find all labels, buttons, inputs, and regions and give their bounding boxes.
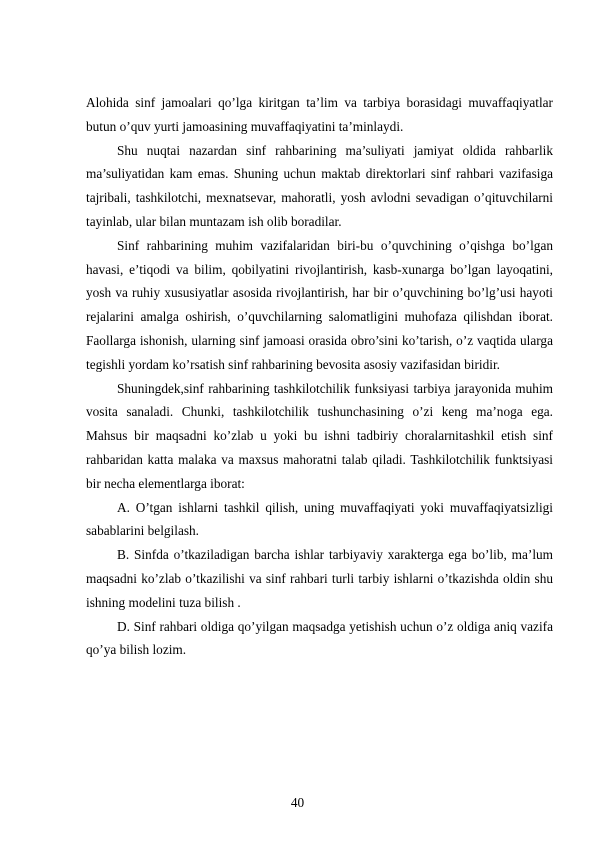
- paragraph-continuation: Alohida sinf jamoalari qo’lga kiritgan ta’lim va tarbiya borasidagi muvaffaqiyatlar butun o’quv yurti jamoasining muvaffaqiyatini ta’minlaydi.: [86, 95, 553, 134]
- paragraph-responsibility: Shu nuqtai nazardan sinf rahbarining ma’suliyati jamiyat oldida rahbarlik ma’suliyatidan kam emas. Shuning uchun maktab direktorlari sinf rahbari vazifasiga tajribali, tashkilotchi, mexnatsevar, mahoratli, yosh avlodni sevadigan o’qituvchilarni tayinlab, ular bilan muntazam ish olib boradilar.: [86, 142, 553, 229]
- list-item-d: D. Sinf rahbari oldiga qo’yilgan maqsadga yetishish uchun o’z oldiga aniq vazifa qo’ya bilish lozim.: [86, 618, 553, 658]
- paragraph-organizing-function: Shuningdek,sinf rahbarining tashkilotchilik funksiyasi tarbiya jarayonida muhim vosita sanaladi. Chunki, tashkilotchilik tushunchasining o’zi keng ma’noga ega. Mahsus bir maqsadni ko’zlab u yoki bu ishni tadbiriy choralarnitashkil etish sinf rahbaridan katta malaka va maxsus mahoratni talab qiladi. Tashkilotchilik funktsiyasi bir necha elementlarga iborat:: [86, 380, 553, 491]
- list-item-a: A. O’tgan ishlarni tashkil qilish, uning muvaffaqiyati yoki muvaffaqiyatsizligi sabablarini belgilash.: [86, 499, 553, 539]
- paragraph-main-tasks: Sinf rahbarining muhim vazifalaridan biri-bu o’quvchining o’qishga bo’lgan havasi, e’tiqodi va bilim, qobilyatini rivojlantirish, kasb-xunarga bo’lgan layoqatini, yosh va ruhiy xususiyatlar asosida rivojlantirish, har bir o’quvchining bo’lg’usi hayoti rejalarini amalga oshirish, o’quvchilarning salomatligini muhofaza qilishdan iborat. Faollarga ishonish, ularning sinf jamoasi orasida obro’sini ko’tarish, o’z vaqtida ularga tegishli yordam ko’rsatish sinf rahbarining bevosita asosiy vazifasidan biridir.: [86, 237, 553, 372]
- page-number: 40: [290, 795, 305, 810]
- page-body: [86, 91, 553, 662]
- list-item-b: B. Sinfda o’tkaziladigan barcha ishlar tarbiyaviy xarakterga ega bo’lib, ma’lum maqsadni ko’zlab o’tkazilishi va sinf rahbari turli tarbiy ishlarni o’tkazishda oldin shu ishning modelini tuza bilish .: [86, 547, 553, 610]
